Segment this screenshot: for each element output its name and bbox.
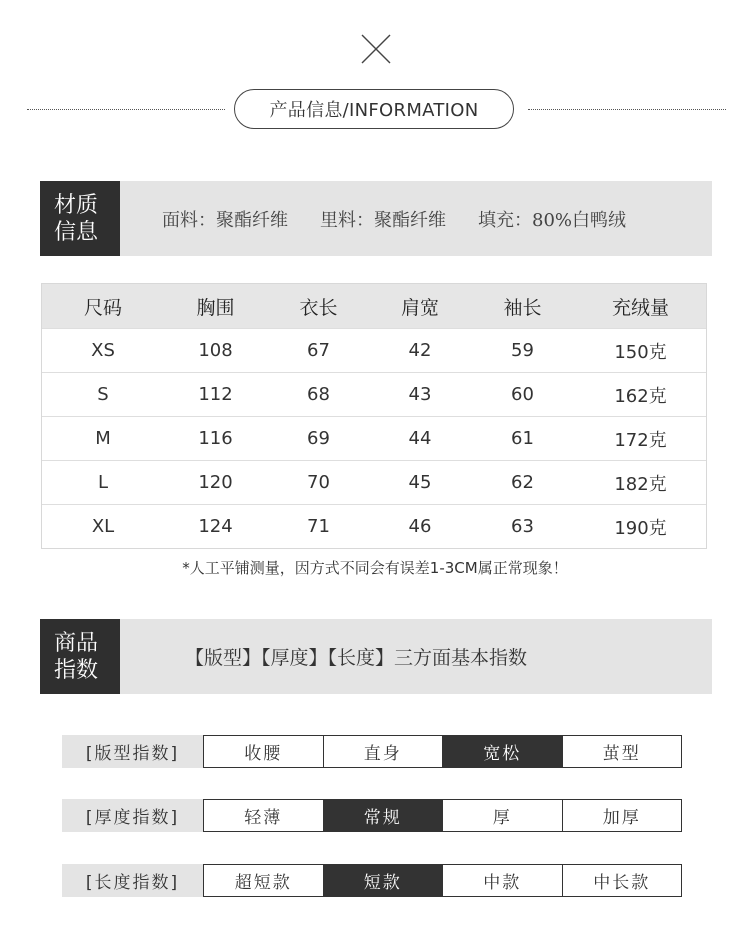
- index-label: [40, 619, 120, 694]
- header-length: 衣长: [299, 296, 338, 319]
- cell-sleeve: 60: [511, 384, 534, 405]
- cell-down-fill: 162克: [614, 385, 667, 407]
- filling-text: 填充：80%白鸭绒: [478, 209, 627, 231]
- cell-down-fill: 172克: [614, 429, 667, 451]
- cell-length: 70: [307, 472, 330, 493]
- cell-shoulder: 42: [408, 340, 432, 361]
- cell-chest: 124: [198, 516, 233, 537]
- length-option: 中款: [442, 865, 562, 896]
- length-index-label: [长度指数]: [62, 864, 203, 897]
- section-title-pill: [234, 89, 514, 129]
- fit-index-label: [版型指数]: [62, 735, 203, 768]
- material-label-line-1: 材质: [54, 192, 99, 218]
- length-index-options: [203, 864, 682, 897]
- header-sleeve: 袖长: [503, 296, 542, 319]
- thickness-index-row: [62, 799, 682, 832]
- thickness-index-options: [203, 799, 682, 832]
- cell-length: 68: [307, 384, 330, 405]
- material-details: [162, 181, 658, 256]
- fit-option: 直身: [323, 736, 443, 767]
- fit-option: 茧型: [562, 736, 682, 767]
- cell-sleeve: 63: [511, 516, 534, 537]
- table-row: [42, 504, 706, 548]
- header-chest: 胸围: [196, 296, 235, 319]
- cell-size: L: [97, 472, 109, 493]
- material-label-line-2: 信息: [54, 219, 99, 245]
- size-table: [41, 283, 707, 549]
- thickness-option-selected: 常规: [323, 800, 443, 831]
- fit-option: 收腰: [244, 744, 283, 764]
- cell-chest: 112: [198, 384, 233, 405]
- table-row: [42, 372, 706, 416]
- length-option-selected: 短款: [323, 865, 443, 896]
- cell-chest: 116: [198, 428, 233, 449]
- fit-index-row: [62, 735, 682, 768]
- length-index-row: [62, 864, 682, 897]
- table-row: [42, 460, 706, 504]
- cell-down-fill: 190克: [614, 517, 667, 539]
- cell-sleeve: 61: [511, 428, 534, 449]
- cell-chest: 120: [198, 472, 233, 493]
- index-label-line-2: 指数: [54, 657, 99, 683]
- table-row: [42, 416, 706, 460]
- header-down-fill: 充绒量: [611, 296, 669, 319]
- close-cross-icon: [360, 33, 392, 65]
- index-label-line-1: 商品: [54, 630, 99, 656]
- cell-length: 71: [307, 516, 330, 537]
- thickness-index-label: [厚度指数]: [62, 799, 203, 832]
- cell-shoulder: 43: [408, 384, 432, 405]
- header-divider-left: [27, 109, 225, 110]
- cell-length: 67: [307, 340, 330, 361]
- cell-down-fill: 150克: [614, 341, 667, 363]
- length-option: 中长款: [562, 865, 682, 896]
- table-row: [42, 328, 706, 372]
- length-option: 超短款: [234, 873, 292, 893]
- table-header-row: [42, 284, 706, 328]
- fit-index-options: [203, 735, 682, 768]
- fabric-text: 面料：聚酯纤维: [162, 209, 288, 231]
- header-size: 尺码: [83, 296, 122, 319]
- cell-down-fill: 182克: [614, 473, 667, 495]
- section-title: 产品信息/INFORMATION: [269, 100, 479, 121]
- header-divider-right: [528, 109, 726, 110]
- cell-size: S: [97, 384, 109, 405]
- cell-sleeve: 62: [511, 472, 534, 493]
- header-shoulder: 肩宽: [400, 296, 439, 319]
- thickness-option: 轻薄: [244, 808, 283, 828]
- measurement-note: *人工平铺测量，因方式不同会有误差1-3CM属正常现象！: [182, 559, 568, 577]
- cell-sleeve: 59: [511, 340, 534, 361]
- thickness-option: 加厚: [562, 800, 682, 831]
- material-label: [40, 181, 120, 256]
- cell-size: XS: [91, 340, 115, 361]
- cell-size: XL: [91, 516, 115, 537]
- thickness-option: 厚: [442, 800, 562, 831]
- cell-shoulder: 44: [408, 428, 432, 449]
- index-subtitle: 【版型】【厚度】【长度】三方面基本指数: [185, 647, 528, 669]
- lining-text: 里料：聚酯纤维: [320, 209, 446, 231]
- cell-size: M: [95, 428, 111, 449]
- cell-chest: 108: [198, 340, 233, 361]
- cell-length: 69: [307, 428, 330, 449]
- cell-shoulder: 46: [408, 516, 432, 537]
- cell-shoulder: 45: [408, 472, 432, 493]
- fit-option-selected: 宽松: [442, 736, 562, 767]
